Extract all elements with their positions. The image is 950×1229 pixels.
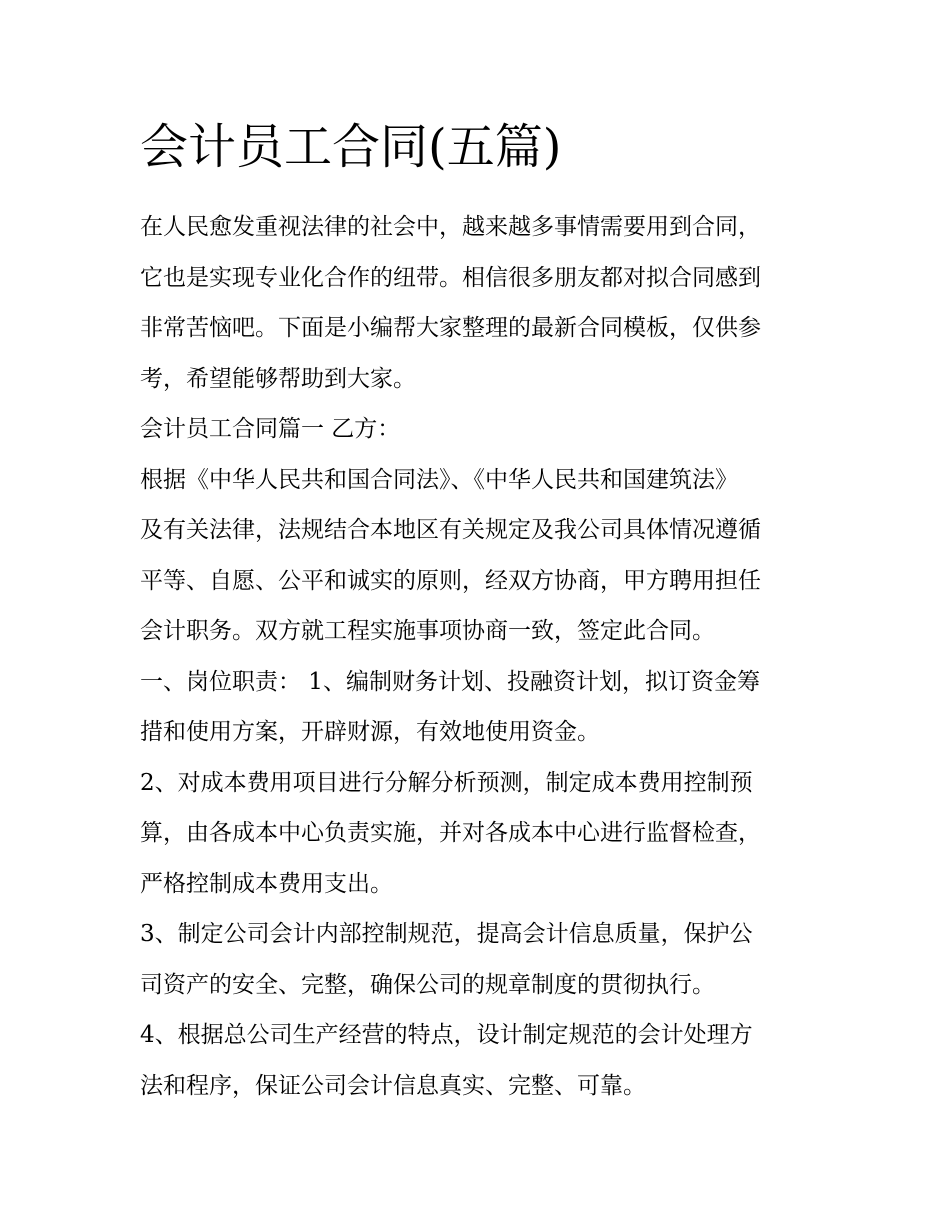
body-line: 司资产的安全、完整，确保公司的规章制度的贯彻执行。 (140, 971, 715, 998)
body-line: 一、岗位职责： 1、编制财务计划、投融资计划，拟订资金筹 (140, 668, 760, 695)
body-line: 严格控制成本费用支出。 (140, 870, 393, 897)
body-line: 及有关法律，法规结合本地区有关规定及我公司具体情况遵循 (140, 517, 761, 543)
body-line: 在人民愈发重视法律的社会中，越来越多事情需要用到合同， (140, 214, 761, 240)
body-line: 它也是实现专业化合作的纽带。相信很多朋友都对拟合同感到 (140, 264, 761, 291)
body-line: 3、制定公司会计内部控制规范，提高会计信息质量，保护公 (140, 921, 753, 947)
body-line: 根据《中华人民共和国合同法》、《中华人民共和国建筑法》 (140, 466, 738, 493)
body-line: 非常苦恼吧。下面是小编帮大家整理的最新合同模板，仅供参 (140, 315, 761, 341)
body-line: 平等、自愿、公平和诚实的原则，经双方协商，甲方聘用担任 (140, 567, 761, 594)
body-line: 法和程序，保证公司会计信息真实、完整、可靠。 (140, 1072, 646, 1099)
body-line: 会计员工合同篇一 乙方： (140, 416, 401, 442)
body-line: 2、对成本费用项目进行分解分析预测，制定成本费用控制预 (140, 769, 753, 796)
document-title: 会计员工合同(五篇) (140, 119, 562, 175)
body-line: 措和使用方案，开辟财源，有效地使用资金。 (140, 719, 600, 745)
body-line: 算，由各成本中心负责实施，并对各成本中心进行监督检查， (140, 820, 761, 846)
body-line: 考，希望能够帮助到大家。 (140, 365, 416, 392)
body-line: 4、根据总公司生产经营的特点，设计制定规范的会计处理方 (140, 1022, 753, 1048)
body-line: 会计职务。双方就工程实施事项协商一致，签定此合同。 (140, 618, 715, 644)
document-body (140, 202, 812, 1111)
